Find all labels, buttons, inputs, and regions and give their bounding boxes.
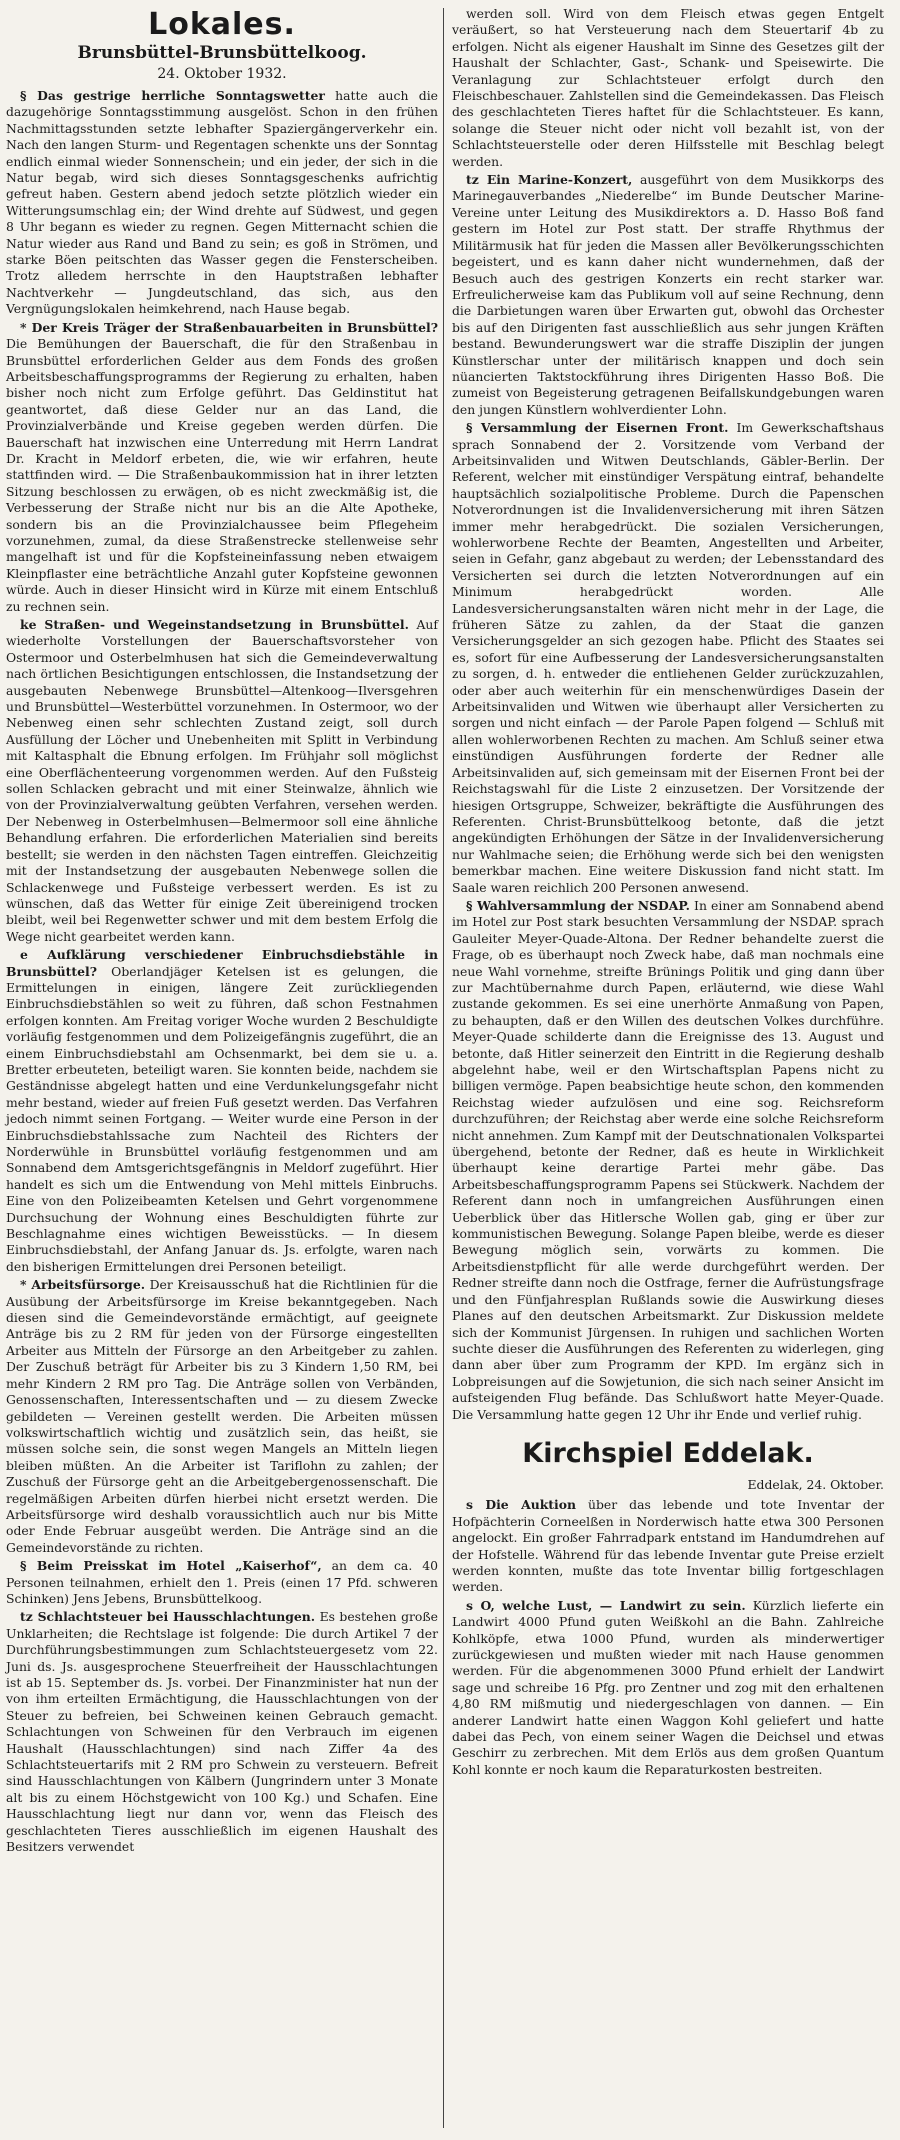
article-paragraph (452, 1598, 884, 1778)
article-kicker: s Die Auktion (466, 1497, 576, 1513)
article-kicker: § Wahlversammlung der NSDAP. (466, 897, 690, 913)
section-subhead: Brunsbüttel-Brunsbüttelkoog. (77, 43, 367, 63)
article-paragraph (452, 898, 884, 1423)
section-date: 24. Oktober 1932. (157, 66, 287, 82)
article-text: an dem ca. 40 Personen teilnahmen, erhielt den 1. Preis (einen 17 Pfd. schweren Schinken) Jens Jebens, Brunsbüttelkoog. (6, 1558, 438, 1606)
article-paragraph (6, 88, 438, 318)
article-kicker: § Versammlung der Eisernen Front. (466, 420, 729, 436)
article-text: Es bestehen große Unklarheiten; die Rechtslage ist folgende: Die durch Artikel 7 der Durchführungsbestimmungen zum Schlachtsteuergesetz vom 22. Juni ds. Js. ausgesprochene Steuerfreiheit der Hausschlachtungen ist ab 15. September ds. Js. vorbei. Der Finanzminister hat nun der von ihm erteilten Ermächtigung, die Hausschlachtungen von der Steuer zu befreien, bei Schweinen keinen Gebrauch gemacht. Schlachtungen von Schweinen für den Verbrauch im eigenen Haushalt (Hausschlachtungen) sind nach Ziffer 4a des Schlachtsteuertarifs mit 2 RM pro Schwein zu versteuern. Befreit sind Hausschlachtungen von Kälbern (Jungrindern unter 3 Monate alt bis zu einem Höchstgewicht von 100 Kg.) und Schafen. Eine Hausschlachtung liegt nur dann vor, wenn das Fleisch des geschlachteten Tieres ausschließlich im eigenen Haushalt des Besitzers verwendet (6, 1609, 438, 1855)
article-text: Die Bemühungen der Bauerschaft, die für den Straßenbau in Brunsbüttel erforderlichen Gelder aus dem Fonds des großen Arbeitsbeschaffungsprogramms der Regierung zu erhalten, haben bisher noch nicht zum Erfolge geführt. Das Geldinstitut hat geantwortet, daß diese Gelder nur an das Land, die Provinzialverbände und Kreise gegeben werden dürfen. Die Bauerschaft hat inzwischen eine Unterredung mit Herrn Landrat Dr. Kracht in Meldorf erbeten, die, wie wir erfahren, heute stattfinden wird. — Die Straßenbaukommission hat in ihrer letzten Sitzung beschlossen zu erwägen, ob es nicht zweckmäßig ist, die Verbesserung der Straße nicht nur bis an die Alte Apotheke, sondern bis an die Provinzialchaussee beim Pflegeheim vorzunehmen, zumal, da diese Straßenstrecke stellenweise sehr mangelhaft ist und für die Kopfsteineinfassung neben etwaigem Kleinpflaster eine beträchtliche Anzahl guter Kopfsteine gewonnen würde. Auch in dieser Hinsicht wird in Kürze mit einem Entschluß zu rechnen sein. (6, 336, 438, 614)
article-paragraph (452, 6, 884, 170)
left-column (6, 6, 438, 1857)
article-kicker: § Das gestrige herrliche Sonntagswetter (20, 88, 325, 103)
article-kicker: § Beim Preisskat im Hotel „Kaiserhof“, (20, 1558, 322, 1574)
section2-title: Kirchspiel Eddelak. (522, 1437, 814, 1469)
article-text: Im Gewerkschaftshaus sprach Sonnabend der 2. Vorsitzende vom Verband der Arbeitsinvaliden und Witwen Deutschlands, Gäbler-Berlin. Der Referent, welcher mit einstündiger Verspätung eintraf, behandelte hauptsächlich sozialpolitische Probleme. Durch die Papenschen Notverordnungen ist die Invalidenversicherung mit ihren Sätzen immer mehr herabgedrückt. Die sozialen Versicherungen, wohlerworbene Rechte der Beamten, Angestellten und Arbeiter, seien in Gefahr, ganz abgebaut zu werden; der Lebensstandard des Versicherten sei durch die letzten Notverordnungen auf ein Minimum herabgedrückt worden. Alle Landesversicherungsanstalten wären nicht mehr in der Lage, die früheren Sätze zu zahlen, da der Staat die ganzen Versicherungsgelder an sich gezogen habe. Pflicht des Staates sei es, sofort für eine Aufbesserung der Landesversicherungsanstalten zu sorgen, d. h. entweder die entliehenen Gelder zurückzuzahlen, oder aber auch weiterhin für ein menschenwürdiges Dasein der Arbeitsinvaliden und Witwen wie überhaupt aller Versicherten zu sorgen und nicht einfach — der Parole Papen folgend — Schluß mit allen wohlerworbenen Rechten zu machen. Am Schluß seiner etwa einstündigen Ausführungen forderte der Redner alle Arbeitsinvaliden auf, sich gemeinsam mit der Eisernen Front bei der Reichstagswahl für die Liste 2 einzusetzen. Der Vorsitzende der hiesigen Ortsgruppe, Schweizer, bekräftigte die Ausführungen des Referenten. Christ-Brunsbüttelkoog betonte, daß die jetzt angekündigten Erhöhungen der Sätze in der Invalidenversicherung nur Wahlmache seien; die Erhöhung werde sich bei den wenigsten bemerkbar machen. Eine weitere Diskussion fand nicht statt. Im Saale waren reichlich 200 Personen anwesend. (452, 420, 885, 895)
right-articles2 (452, 1497, 884, 1778)
article-kicker: ke Straßen- und Wegeinstandsetzung in Brunsbüttel. (20, 617, 409, 632)
article-paragraph (6, 1609, 438, 1855)
article-text: werden soll. Wird von dem Fleisch etwas gegen Entgelt veräußert, so hat Versteuerung nach dem Steuertarif 4b zu erfolgen. Nicht als eigener Haushalt im Sinne des Gesetzes gilt der Haushalt der Schlachter, Gast-, Schank- und Speisewirte. Die Veranlagung zur Schlachtsteuer erfolgt durch den Fleischbeschauer. Zahlstellen sind die Gemeindekassen. Das Fleisch des geschlachteten Tieres haftet für die Schlachtsteuer. Es kann, solange die Steuer nicht oder nicht voll bezahlt ist, von der Schlachtsteuerstelle oder deren Hilfsstelle mit Beschlag belegt werden. (452, 6, 884, 169)
article-kicker: tz Schlachtsteuer bei Hausschlachtungen. (20, 1609, 316, 1625)
article-text: hatte auch die dazugehörige Sonntagsstimmung ausgelöst. Schon in den frühen Nachmittagsstunden setzte lebhafter Spaziergängerverkehr ein. Nach den langen Sturm- und Regentagen schenkte uns der Sonntag endlich einmal wieder Sonnenschein; und ein jeder, der sich in die Natur begab, wird sich dieses Sonntagsgeschenks aufrichtig gefreut haben. Gestern abend jedoch setzte plötzlich wieder ein Witterungsumschlag ein; der Wind drehte auf Südwest, und gegen 8 Uhr begann es wieder zu regnen. Gegen Mitternacht schien die Natur wieder aus Rand und Band zu sein; es goß in Strömen, und starke Böen peitschten das Wasser gegen die Fensterscheiben. Trotz alledem herrschte in den Hauptstraßen lebhafter Nachtverkehr — Jungdeutschland, das sich, aus den Vergnügungslokalen heimkehrend, nach Hause begab. (6, 88, 438, 317)
article-kicker: e Aufklärung verschiedener Einbruchsdiebstähle in Brunsbüttel? (6, 947, 438, 979)
article-paragraph (6, 1277, 438, 1556)
article-kicker: * Der Kreis Träger der Straßenbauarbeiten in Brunsbüttel? (20, 319, 438, 335)
article-paragraph (6, 617, 438, 945)
left-articles (6, 88, 438, 1855)
article-paragraph (452, 172, 884, 418)
section2-dateline: Eddelak, 24. Oktober. (747, 1476, 884, 1492)
article-text: über das lebende und tote Inventar der Hofpächterin Corneelßen in Norderwisch hatte etwa 300 Personen angelockt. Ein großer Fahrradpark entstand im Handumdrehen auf der Hofstelle. Während für das lebende Inventar gute Preise erzielt werden konnten, mußte das tote Inventar billig fortgeschlagen werden. (452, 1497, 885, 1595)
article-paragraph (6, 320, 438, 615)
article-kicker: s O, welche Lust, — Landwirt zu sein. (466, 1597, 746, 1613)
article-paragraph (452, 1497, 884, 1595)
article-kicker: tz Ein Marine-Konzert, (466, 172, 633, 188)
masthead (6, 8, 438, 84)
article-paragraph (6, 947, 438, 1275)
article-text: Kürzlich lieferte ein Landwirt 4000 Pfund guten Weißkohl an die Bahn. Zahlreiche Kohlköpfe, etwa 1000 Pfund, wurden als minderwertiger zurückgewiesen und mußten wieder mit nach Hause genommen werden. Für die abgenommenen 3000 Pfund erhielt der Landwirt sage und schreibe 16 Pfg. pro Zentner und zog mit den erhaltenen 4,80 RM mißmutig und niedergeschlagen von dannen. — Ein anderer Landwirt hatte einen Waggon Kohl geliefert und hatte dabei das Pech, von einem seiner Wagen die Deichsel und etwas Geschirr zu zerbrechen. Mit dem Erlös aus dem großen Quantum Kohl konnte er noch kaum die Reparaturkosten bestreiten. (452, 1597, 885, 1777)
right-column (452, 6, 884, 1780)
article-paragraph (6, 1558, 438, 1607)
article-paragraph (452, 420, 884, 896)
right-articles (452, 6, 884, 1423)
article-text: Oberlandjäger Ketelsen ist es gelungen, die Ermittelungen in einigen, längere Zeit zurückliegenden Einbruchsdiebstählen so weit zu führen, daß schon Festnahmen erfolgen konnten. Am Freitag voriger Woche wurden 2 Beschuldigte vorläufig festgenommen und dem Polizeigefängnis zugeführt, die an einem Einbruchsdiebstahl am Ochsenmarkt, bei dem sie u. a. Bretter erbeuteten, beteiligt waren. Sie konnten beide, nachdem sie Geständnisse abgelegt hatten und eine Verdunkelungsgefahr nicht mehr bestand, wieder auf freien Fuß gesetzt werden. Das Verfahren jedoch nimmt seinen Fortgang. — Weiter wurde eine Person in der Einbruchsdiebstahlssache zum Nachteil des Richters der Norderwühle in Brunsbüttel vorläufig festgenommen und am Sonnabend dem Amtsgerichtsgefängnis in Meldorf zugeführt. Hier handelt es sich um die Entwendung von Mehl mittels Einbruchs. Eine von den Polizeibeamten Ketelsen und Gehrt vorgenommene Durchsuchung der Wohnung eines Beschuldigten führte zur Beschlagnahme eines wichtigen Beweisstücks. — In diesem Einbruchsdiebstahl, der Anfang Januar ds. Js. erfolgte, waren nach den bisherigen Ermittelungen drei Personen beteiligt. (6, 963, 438, 1274)
article-text: Der Kreisausschuß hat die Richtlinien für die Ausübung der Arbeitsfürsorge im Kreise bekanntgegeben. Nach diesen sind die Gemeindevorstände ermächtigt, auf geeignete Anträge bis zu 2 RM für jeden von der Fürsorge eingestellten Arbeiter aus Mitteln der Fürsorge an den Arbeitgeber zu zahlen. Der Zuschuß beträgt für Arbeiter bis zu 3 Kindern 1,50 RM, bei mehr Kindern 2 RM pro Tag. Die Anträge sollen von Verbänden, Genossenschaften, Interessentschaften und — zu diesem Zwecke gebildeten — Vereinen gestellt werden. Die Arbeiten müssen volkswirtschaftlich wichtig und zusätzlich sein, das heißt, sie müssen solche sein, die sonst wegen Mangels an Mitteln liegen bleiben müßten. An die Arbeiter ist Tariflohn zu zahlen; der Zuschuß der Fürsorge geht an die Arbeitgebergenossenschaft. Die regelmäßigen Arbeiten dürfen hierbei nicht ersetzt werden. Die Arbeitsfürsorge wird deshalb voraussichtlich auch nur bis Mitte oder Ende Februar ausgeübt werden. Die Anträge sind an die Gemeindevorstände zu richten. (6, 1277, 438, 1555)
article-text: In einer am Sonnabend abend im Hotel zur Post stark besuchten Versammlung der NSDAP. sprach Gauleiter Meyer-Quade-Altona. Der Redner behandelte zuerst die Frage, ob es überhaupt noch Zweck habe, daß man nochmals eine neue Wahl vornehme, streifte Brünings Politik und ging dann über zur Machtübernahme durch Papen, erläuternd, wie diese Wahl zustande gekommen. Es sei eine unerhörte Anmaßung von Papen, zu behaupten, daß er den Willen des deutschen Volkes durchführe. Meyer-Quade schilderte dann die Ereignisse des 13. August und betonte, daß Hitler seinerzeit den Eintritt in die Regierung deshalb abgelehnt habe, weil er den Wirtschaftsplan Papens nicht zu billigen vermöge. Papen beabsichtige heute schon, den kommenden Reichstag wieder aufzulösen und eine sog. Reichsreform durchzuführen; der Reichstag aber werde eine solche Reichsreform nicht annehmen. Zum Kampf mit der Deutschnationalen Volkspartei übergehend, betonte der Redner, daß es heute in Wirklichkeit überhaupt keine derartige Partei mehr gäbe. Das Arbeitsbeschaffungsprogramm Papens sei Stückwerk. Nachdem der Referent dann noch in umfangreichen Ausführungen einen Ueberblick über das Hitlersche Wollen gab, ging er über zur kommunistischen Bewegung. Solange Papen bleibe, werde es dieser Bewegung möglich sein, vorwärts zu kommen. Die Arbeitsdienstpflicht für alle werde durchgeführt werden. Der Redner streifte dann noch die Ostfrage, ferner die Aufrüstungsfrage und den Fünfjahresplan Rußlands sowie die Auswirkung dieses Planes auf den deutschen Arbeitsmarkt. Zur Diskussion meldete sich der Kommunist Jürgensen. In ruhigen und sachlichen Worten suchte dieser die Ausführungen des Referenten zu widerlegen, ging dann aber über zum Programm der KPD. Im ergänz sich in Lobpreisungen auf die Sowjetunion, die sich nach seiner Ansicht im aufsteigenden Flug befände. Das Schlußwort hatte Meyer-Quade. Die Versammlung hatte gegen 12 Uhr ihr Ende und verlief ruhig. (452, 897, 884, 1422)
article-text: ausgeführt von dem Musikkorps des Marinegauverbandes „Niederelbe“ im Bunde Deutscher Marine-Vereine unter Leitung des Musikdirektors a. D. Hasso Boß fand gestern im Hotel zur Post statt. Der straffe Rhythmus der Militärmusik hat für jeden die Massen aller Bevölkerungsschichten begeistert, und es kann daher nicht wundernehmen, daß der Besuch auch des gestrigen Konzerts ein recht starker war. Erfreulicherweise kam das Publikum voll auf seine Rechnung, denn die Darbietungen waren über Erwarten gut, obwohl das Orchester bis auf den Dirigenten fast ausschließlich aus sehr jungen Kräften bestand. Bewunderungswert war die straffe Disziplin der jungen Künstlerschar unter der militärisch knappen und doch sein nüancierten Taktstockführung ihres Dirigenten Hasso Boß. Die zumeist von Begeisterung getragenen Beifallskundgebungen waren den jungen Künstlern wohlverdienter Lohn. (452, 172, 884, 417)
article-kicker: * Arbeitsfürsorge. (20, 1277, 146, 1293)
article-text: Auf wiederholte Vorstellungen der Bauerschaftsvorsteher von Ostermoor und Osterbelmhusen hat sich die Gemeindeverwaltung nach örtlichen Besichtigungen entschlossen, die Instandsetzung der ausgebauten Nebenwege Brunsbüttel—Altenkoog—Ilversgehren und Brunsbüttel—Westerbüttel vorzunehmen. In Ostermoor, wo der Nebenweg einen sehr schlechten Zustand zeigt, soll durch Ausfüllung der Löcher und Unebenheiten mit Splitt in Verbindung mit Kaltasphalt die Ebnung erfolgen. Im Frühjahr soll möglichst eine Oberflächenteerung vorgenommen werden. Auf den Fußsteig sollen Schlacken gebracht und mit einer Steinwalze, ähnlich wie von der Provinzialverwaltung geübten Verfahren, versehen werden. Der Nebenweg in Osterbelmhusen—Belmermoor soll eine ähnliche Behandlung erfahren. Die erforderlichen Materialien sind bereits bestellt; sie werden in den nächsten Tagen eintreffen. Gleichzeitig mit der Instandsetzung der ausgebauten Nebenwege sollen die Schlackenwege und Fußsteige verbessert werden. Es ist zu wünschen, daß das Wetter für einige Zeit übereinigend trocken bleibt, weil bei Regenwetter schwer und mit dem bestem Erfolg die Wege nicht gearbeitet werden kann. (6, 617, 438, 944)
column-divider (443, 8, 444, 2128)
section-title: Lokales. (148, 7, 296, 42)
